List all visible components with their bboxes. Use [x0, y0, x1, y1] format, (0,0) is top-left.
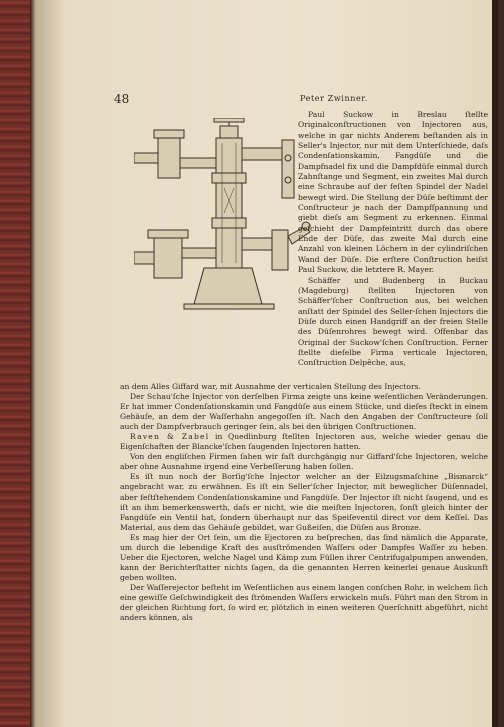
book-spine [0, 0, 36, 727]
column-text [298, 110, 488, 369]
paragraph-english-firms: Von den engliſchen Firmen ſahen wir faſt durchgängig nur Giffard'ſche Injectoren, welche aber ohne Ausnahme irgend eine Verbeſſerung haben ſollen. [120, 452, 488, 472]
paragraph-ejectors: Es mag hier der Ort ſein, um die Ejectoren zu beſprechen, das ſind nämlich die Apparate, um durch die lebendige Kraft des ausſtrömenden Waſſers oder Dampfes Waſſer zu heben. Ueber die Ejectoren, welche Nagel und Kämp zum Füllen ihrer Centrifugalpumpen anwenden, kann der Berichterſtatter nichts ſagen, da die genannten Herren keinerlei genaue Auskunft geben wollten. [120, 532, 488, 582]
paragraph-water-ejector: Der Waſſerejector beſteht im Weſentlichen aus einem langen conſchen Rohr, in welchem ſich eine gewiſſe Geſchwindigkeit des ſtrömenden Waſſers erwickeln muſs. Führt man den Strom in der gleichen Richtung fort, ſo wird er, plötzlich in einen weiteren Querſchnitt abgeführt, nicht anders können, als [120, 582, 488, 623]
book-page [36, 0, 498, 727]
page-edge [492, 0, 498, 727]
paragraph-schaeffer: Schäffer und Budenberg in Buckau (Magdeburg) ſtellten Injectoren von Schäffer'ſcher Conſtruction aus, bei welchen anſtatt der Spindel des Seller-ſchen Injectors die Düſe durch einen Handgriff an der freien Stelle des Düſenrohres bewegt wird. Offenbar das Original der Suckow'ſchen Conſtruction. Ferner ſtellte dieſelbe Firma verticale Injectoren, Conſtruction Delpêche, aus, [298, 275, 488, 368]
body-text [120, 382, 488, 623]
firm-sentence: in Quedlinburg ſtellten Injectoren aus, welche wieder genau die Eigenſchaften der Blancke'ſchen ſaugenden Injectoren hatten. [120, 432, 488, 452]
injector-drawing [134, 118, 324, 310]
firm-name: Raven & Zabel [130, 432, 210, 442]
paragraph-raven-zabel [120, 432, 488, 452]
injector-illustration [134, 118, 324, 310]
paragraph-borsig: Es iſt nun noch der Borſig'ſche Injector welcher an der Eilzugsmaſchine „Bismarck“ angebracht war, zu erwähnen. Es iſt ein Seller'ſcher Injector, mit beweglicher Düſennadel, aber feſtſtehendem Condenſationskamine und Fangdüſe. Der Injector iſt nicht ſaugend, und es iſt an ihm bemerkenswerth, daſs er nicht, wie die meiſten Injectoren, ſonſt gleich hinter der Fangdüſe ein Ventil hat, ſondern überhaupt nur das Speiſeventil direct vor dem Keſſel. Das Material, aus dem das Gehäuſe gebildet, war Gußeiſen, die Düſen aus Bronze. [120, 472, 488, 532]
page-header [114, 92, 494, 106]
paragraph-schau: Der Schau'ſche Injector von derſelben Firma zeigte uns keine weſentlichen Veränderungen. Er hat immer Condenſationskamin und Fangdüſe aus einem Stücke, und dieſes ſteckt in einem Gehäuſe, an dem der Waſſerhahn angegoſſen iſt. Nach den Angaben der Conſtructeure ſoll auch der Dampfverbrauch geringer ſein, als bei den übrigen Conſtructionen. [120, 392, 488, 432]
paragraph-suckow: Paul Suckow in Breslau ſtellte Originalconſtructionen von Injectoren aus, welche in gar nichts Anderem beſtanden als in Seller's Injector, nur mit dem Unterſchiede, daſs Condenſationskamin, Fangdüſe und die Dampfnadel fix und die Dampfdüſe einmal durch Zahnſtange und Segment, ein zweites Mal durch eine Schraube auf der feſten Spindel der Nadel bewegt wird. Die Stellung der Düſe beſtimmt der Conſtructeur je nach der Dampfſpannung und giebt dieſs am Segment zu erkennen. Einmal geſchieht der Dampfeintritt durch das obere Ende der Düſe, das zweite Mal durch eine Anzahl von kleinen Löchern in der cylindriſchen Wand der Düſe. Die erſtere Conſtruction heiſst Paul Suckow, die letztere R. Mayer. [298, 110, 488, 275]
running-head: Peter Zwinner. [300, 94, 368, 103]
injector-base [194, 268, 262, 304]
page-number: 48 [114, 92, 130, 106]
paragraph-continuation: an dem Alles Giffard war, mit Ausnahme der verticalen Stellung des Injectors. [120, 382, 421, 391]
